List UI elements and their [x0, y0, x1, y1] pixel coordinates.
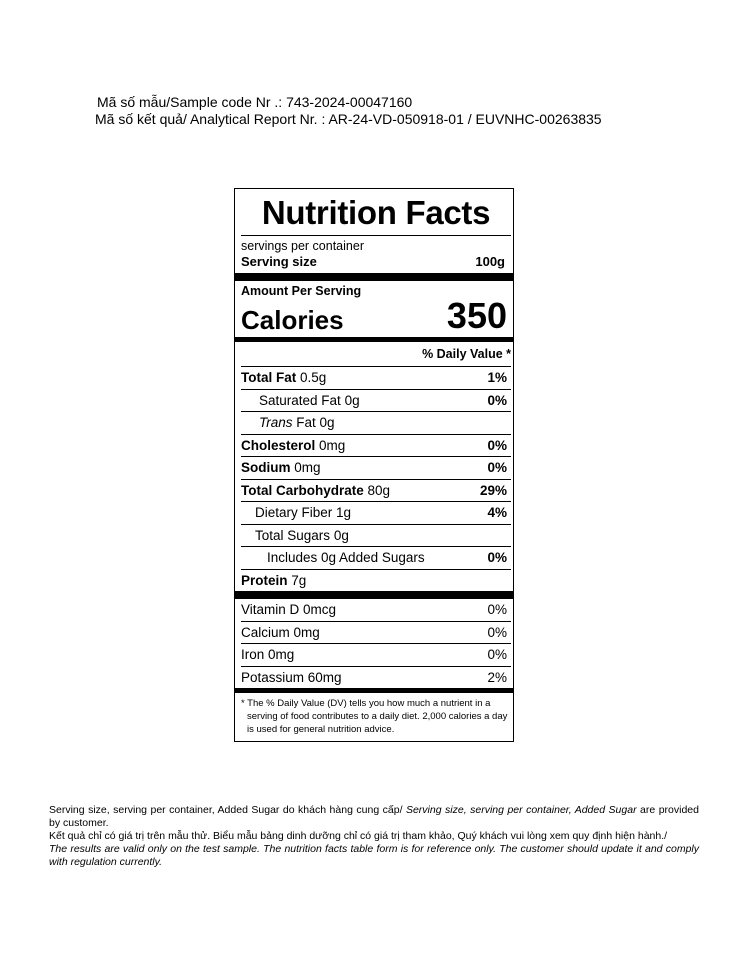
nutrient-row [241, 501, 511, 524]
nutrient-daily-value: 0% [487, 550, 507, 566]
vitamin-row [241, 599, 511, 621]
sample-code: Mã số mẫu/Sample code Nr .: 743-2024-00047160 [97, 94, 413, 110]
nutrient-amount: 0mg [319, 437, 346, 453]
divider [241, 235, 511, 236]
nutrient-row [241, 524, 511, 547]
serving-size-value: 100g [475, 254, 505, 269]
nutrition-facts-label [234, 188, 514, 742]
vitamin-row [241, 621, 511, 644]
nutrient-daily-value: 0% [487, 460, 507, 476]
nutrient-row [241, 456, 511, 479]
nutrient-name [241, 460, 321, 475]
nutrient-label: Protein [241, 572, 288, 588]
serving-size-label: Serving size [241, 254, 317, 269]
nutrient-name [241, 505, 351, 520]
nutrient-row [241, 366, 511, 389]
nutrient-amount: 0mg [294, 460, 321, 476]
nutrient-label-rest: Fat [292, 415, 316, 431]
nutrient-amount: 7g [291, 572, 307, 588]
daily-value-footnote: * The % Daily Value (DV) tells you how much a nutrient in a serving of food contributes to a daily diet. 2,000 calories a day is used for general nutrition advice. [241, 698, 508, 735]
vitamin-name: Iron 0mg [241, 647, 295, 663]
amount-per-serving: Amount Per Serving [241, 284, 362, 298]
nutrient-amount: 80g [367, 482, 391, 498]
nutrient-daily-value: 0% [487, 437, 507, 453]
nutrient-amount: 1g [336, 505, 352, 521]
nutrient-amount: 0.5g [300, 370, 327, 386]
nutrient-name [241, 483, 390, 498]
nutrient-name [241, 573, 306, 588]
nutrient-daily-value: 4% [487, 505, 507, 521]
thick-divider [235, 591, 513, 599]
note-serving-info [49, 804, 699, 830]
nutrient-name [241, 393, 360, 408]
nutrient-name [241, 438, 345, 453]
nutrient-row [241, 546, 511, 569]
vitamin-name: Vitamin D 0mcg [241, 602, 337, 618]
nutrient-row [241, 479, 511, 502]
vitamin-daily-value: 0% [487, 602, 507, 618]
nutrient-row [241, 434, 511, 457]
label-title: Nutrition Facts [261, 194, 491, 231]
analytical-report-number: Mã số kết quả/ Analytical Report Nr. : AR-24-VD-050918-01 / EUVNHC-00263835 [95, 111, 602, 127]
nutrient-label: Total Carbohydrate [241, 482, 364, 498]
nutrient-name [241, 550, 425, 565]
vitamin-row [241, 643, 511, 666]
vitamin-row [241, 666, 511, 689]
nutrient-daily-value: 29% [479, 482, 507, 498]
nutrient-row [241, 569, 511, 592]
calories-row [241, 297, 511, 335]
note-en-tail: are provided by customer. [49, 804, 699, 829]
nutrient-name [241, 528, 349, 543]
nutrient-daily-value: 0% [487, 392, 507, 408]
vitamin-name: Calcium 0mg [241, 624, 320, 640]
nutrient-label: Saturated Fat [259, 392, 341, 408]
nutrient-row [241, 411, 511, 434]
nutrient-amount: 0g [344, 392, 360, 408]
vitamin-name: Potassium 60mg [241, 669, 342, 685]
nutrient-label: Dietary Fiber [255, 505, 333, 521]
notes [49, 804, 699, 869]
nutrient-name [241, 415, 335, 430]
nutrient-label: Total Sugars [255, 527, 331, 543]
servings-per-container: servings per container [241, 239, 364, 253]
nutrient-label: Cholesterol [241, 437, 316, 453]
nutrient-daily-value: 1% [487, 370, 507, 386]
note-validity-en: The results are valid only on the test sample. The nutrition facts table form is for reference only. The customer should update it and comply with regulation currently. [49, 843, 699, 868]
nutrient-list [241, 366, 511, 591]
note-vi-text: Serving size, serving per container, Added Sugar do khách hàng cung cấp/ [49, 804, 406, 816]
calories-value: 350 [446, 295, 507, 336]
nutrient-name [241, 370, 326, 385]
vitamin-list [241, 599, 511, 688]
daily-value-header: % Daily Value * [422, 347, 511, 361]
nutrient-row [241, 389, 511, 412]
note-en-text: Serving size, serving per container, Added Sugar [405, 804, 637, 816]
nutrient-label: Sodium [241, 460, 291, 476]
vitamin-daily-value: 0% [487, 624, 507, 640]
nutrient-label: Includes 0g Added Sugars [267, 550, 425, 566]
vitamin-daily-value: 2% [487, 669, 507, 685]
nutrient-label: Trans [259, 415, 293, 431]
vitamin-daily-value: 0% [487, 647, 507, 663]
nutrient-amount: 0g [333, 527, 349, 543]
serving-size-row [241, 254, 511, 270]
calories-label: Calories [241, 305, 344, 335]
nutrient-label: Total Fat [241, 370, 297, 386]
thick-divider [235, 273, 513, 281]
nutrient-amount: 0g [319, 415, 335, 431]
note-validity-vi: Kết quả chỉ có giá trị trên mẫu thử. Biểu mẫu bảng dinh dưỡng chỉ có giá trị tham khảo, Quý khách vui lòng xem quy định hiện hành./ [49, 830, 668, 842]
